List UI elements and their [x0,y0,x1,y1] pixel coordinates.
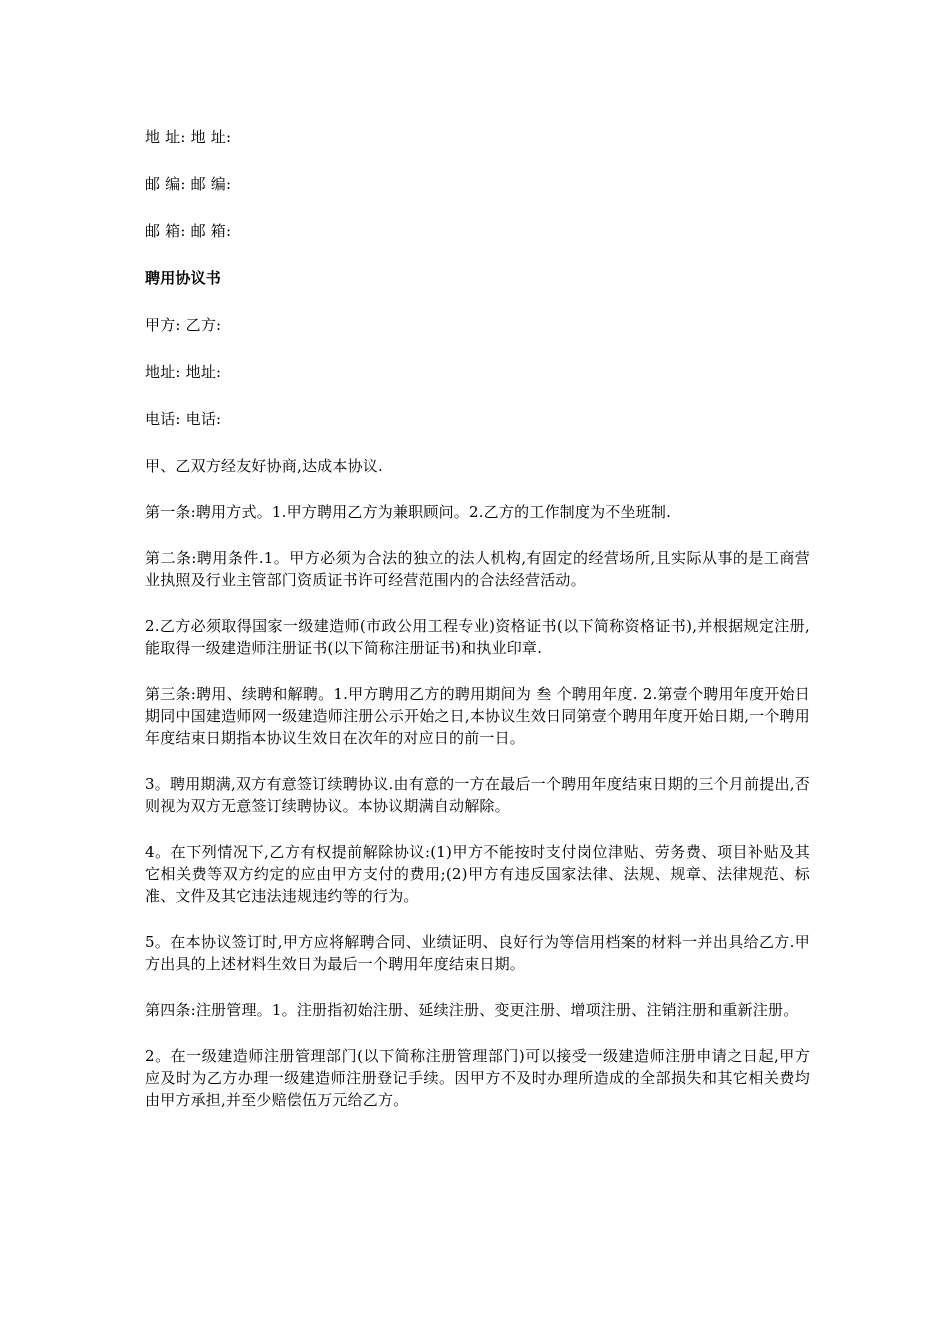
postcode-pair-line: 邮 编: 邮 编: [145,175,232,193]
party-line: 甲方: 乙方: [145,316,222,334]
address-pair-line: 地 址: 地 址: [145,128,232,146]
paragraph-intro: 甲、乙双方经友好协商,达成本协议. [145,457,383,475]
paragraph-article-4-item-2: 2。在一级建造师注册管理部门(以下简称注册管理部门)可以接受一级建造师注册申请之日起,甲方应及时为乙方办理一级建造师注册登记手续。因甲方不及时办理所造成的全部损失和其它相关费均由甲方承担,并至少赔偿伍万元给乙方。 [145,1047,810,1109]
email-pair-line: 邮 箱: 邮 箱: [145,222,232,240]
document-body [145,126,810,1135]
address-line: 地址: 地址: [145,363,222,381]
paragraph-article-3: 第三条:聘用、续聘和解聘。1.甲方聘用乙方的聘用期间为 叁 个聘用年度. 2.第壹个聘用年度开始日期同中国建造师网一级建造师注册公示开始之日,本协议生效日同第壹个聘用年度开始日期,一个聘用年度结束日期指本协议生效日在次年的对应日的前一日。 [145,685,810,747]
paragraph-article-2: 第二条:聘用条件.1。甲方必须为合法的独立的法人机构,有固定的经营场所,且实际从事的是工商营业执照及行业主管部门资质证书许可经营范围内的合法经营活动。 [145,549,810,589]
paragraph-article-3-item-5: 5。在本协议签订时,甲方应将解聘合同、业绩证明、良好行为等信用档案的材料一并出具给乙方.甲方出具的上述材料生效日为最后一个聘用年度结束日期。 [145,933,810,973]
paragraph-article-1: 第一条:聘用方式。1.甲方聘用乙方为兼职顾问。2.乙方的工作制度为不坐班制. [145,503,672,521]
paragraph-article-4: 第四条:注册管理。1。注册指初始注册、延续注册、变更注册、增项注册、注销注册和重新注册。 [145,1001,799,1019]
paragraph-article-2-item-2: 2.乙方必须取得国家一级建造师(市政公用工程专业)资格证书(以下简称资格证书),并根据规定注册,能取得一级建造师注册证书(以下简称注册证书)和执业印章. [145,617,810,657]
document-title: 聘用协议书 [145,269,222,287]
paragraph-article-3-item-4: 4。在下列情况下,乙方有权提前解除协议:(1)甲方不能按时支付岗位津贴、劳务费、项目补贴及其它相关费等双方约定的应由甲方支付的费用;(2)甲方有违反国家法律、法规、规章、法律规范、标准、文件及其它违法违规违约等的行为。 [145,843,810,905]
paragraph-article-3-item-3: 3。聘用期满,双方有意签订续聘协议.由有意的一方在最后一个聘用年度结束日期的三个月前提出,否则视为双方无意签订续聘协议。本协议期满自动解除。 [145,775,810,815]
phone-line: 电话: 电话: [145,410,222,428]
